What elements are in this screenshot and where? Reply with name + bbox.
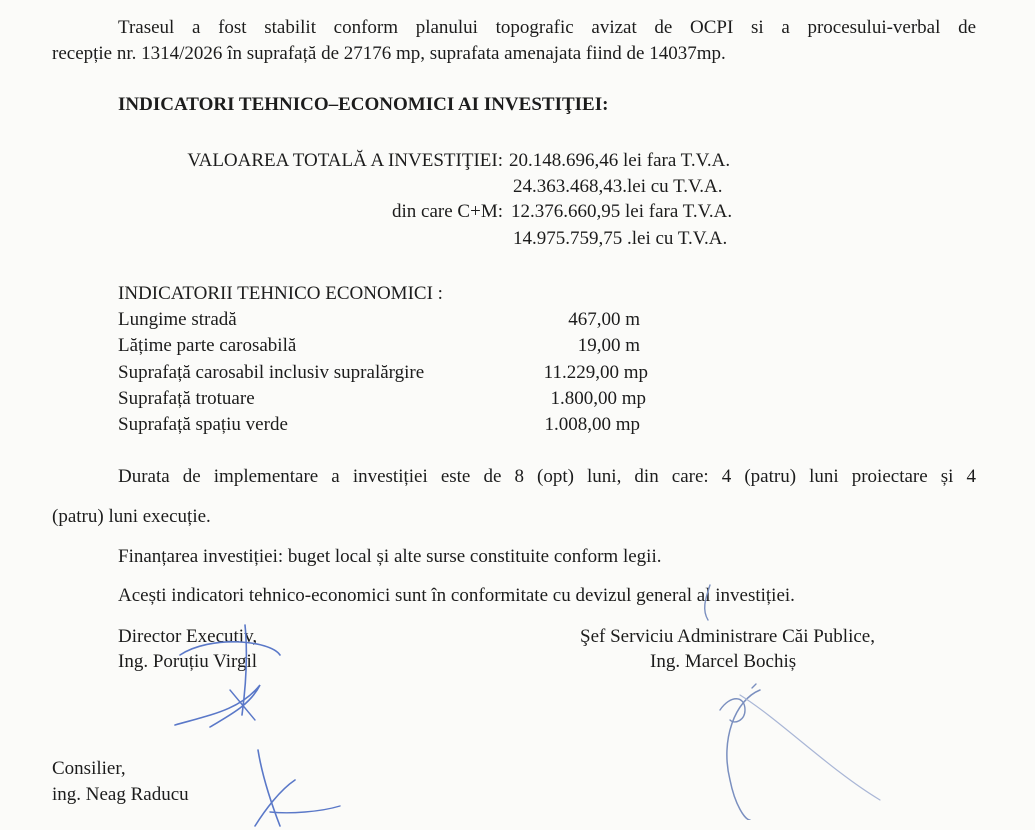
conformitate-paragraph: Acești indicatori tehnico-economici sunt în conformitate cu devizul general al investiției. xyxy=(118,585,795,606)
valoare-total-label: VALOAREA TOTALĂ A INVESTIŢIEI: xyxy=(187,150,503,171)
indicator-value: 467,00 m xyxy=(568,309,640,330)
director-role: Director Executiv, xyxy=(118,626,258,647)
finantare-paragraph: Finanțarea investiției: buget local și alte surse constituite conform legii. xyxy=(118,546,662,567)
indicator-label: Lungime stradă xyxy=(118,309,237,330)
valoare-total-cu-tva: 24.363.468,43.lei cu T.V.A. xyxy=(513,176,723,197)
indicator-value: 1.800,00 mp xyxy=(550,388,646,409)
durata-line-1: Durata de implementare a investiției este de 8 (opt) luni, din care: 4 (patru) luni proiectare și 4 xyxy=(118,466,976,487)
intro-line-1: Traseul a fost stabilit conform planului topografic avizat de OCPI si a procesului-verbal de xyxy=(118,17,976,38)
sef-name: Ing. Marcel Bochiș xyxy=(650,651,797,672)
indicatori-title: INDICATORII TEHNICO ECONOMICI : xyxy=(118,283,443,304)
director-name: Ing. Poruțiu Virgil xyxy=(118,651,258,672)
durata-line-2: (patru) luni execuție. xyxy=(52,506,211,527)
indicator-value: 19,00 m xyxy=(577,335,640,356)
sef-signature xyxy=(690,580,890,820)
indicator-label: Lățime parte carosabilă xyxy=(118,335,297,356)
consilier-role: Consilier, xyxy=(52,758,126,779)
sef-role: Şef Serviciu Administrare Căi Publice, xyxy=(580,626,875,647)
valoare-cm-fara-tva: 12.376.660,95 lei fara T.V.A. xyxy=(511,201,733,222)
consilier-name: ing. Neag Raducu xyxy=(52,784,189,805)
intro-line-2: recepție nr. 1314/2026 în suprafață de 27176 mp, suprafata amenajata fiind de 14037mp. xyxy=(52,43,726,64)
consilier-signature xyxy=(240,740,400,830)
valoare-cm-label: din care C+M: xyxy=(392,201,503,222)
section-heading: INDICATORI TEHNICO–ECONOMICI AI INVESTIŢIEI: xyxy=(118,94,609,115)
valoare-total-fara-tva: 20.148.696,46 lei fara T.V.A. xyxy=(509,150,731,171)
indicator-value: 11.229,00 mp xyxy=(543,362,648,383)
indicator-value: 1.008,00 mp xyxy=(544,414,640,435)
indicator-label: Suprafață spațiu verde xyxy=(118,414,288,435)
valoare-cm-cu-tva: 14.975.759,75 .lei cu T.V.A. xyxy=(513,228,728,249)
indicator-label: Suprafață trotuare xyxy=(118,388,255,409)
indicator-label: Suprafață carosabil inclusiv supralărgire xyxy=(118,362,425,383)
